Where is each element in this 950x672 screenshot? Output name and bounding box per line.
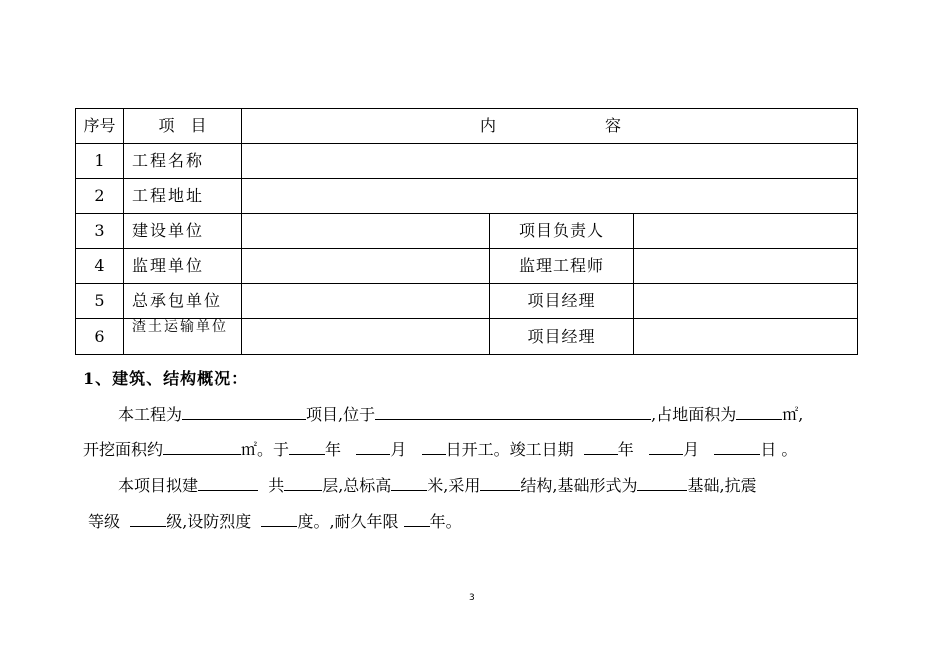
para-text: 层,总标高 [322,476,392,495]
row-label-value-field[interactable] [634,284,858,319]
header-content [242,109,858,144]
para-text: 开挖面积约 [83,440,164,459]
end-year-blank[interactable] [584,440,618,455]
location-blank[interactable] [375,405,651,420]
row-label-value-field[interactable] [634,319,858,355]
row-label: 监理工程师 [490,249,634,284]
para-text: 度。,耐久年限 [297,512,399,531]
para-text: 年 [325,440,342,459]
seismic-intensity-blank[interactable] [261,512,297,527]
para-text: 米,采用 [427,476,481,495]
row-value-field[interactable] [242,144,858,179]
para-text: 级,设防烈度 [166,512,252,531]
row-label-value-field[interactable] [634,249,858,284]
paragraph-1-line-1 [118,402,803,425]
row-no: 4 [76,249,124,284]
floors-blank[interactable] [284,476,322,491]
row-label: 项目负责人 [490,214,634,249]
row-no: 3 [76,214,124,249]
row-no: 2 [76,179,124,214]
row-value-field[interactable] [242,214,490,249]
para-text: ㎡。于 [241,440,290,459]
para-text: 年 [617,440,634,459]
row-value-field[interactable] [242,249,490,284]
row-item: 工程地址 [124,179,242,214]
end-day-blank[interactable] [714,440,760,455]
row-item: 监理单位 [124,249,242,284]
end-month-blank[interactable] [649,440,683,455]
row-value-field[interactable] [242,179,858,214]
row-item: 总承包单位 [124,284,242,319]
table-row [76,144,858,179]
row-label: 项目经理 [490,284,634,319]
header-content-right: 容 [605,116,622,136]
header-item: 项 目 [124,109,242,144]
start-month-blank[interactable] [356,440,390,455]
row-no: 6 [76,319,124,355]
table-row [76,319,858,355]
paragraph-2-line-1 [118,473,757,496]
table-header-row [76,109,858,144]
para-text: 项目,位于 [306,405,376,424]
row-no: 5 [76,284,124,319]
row-no: 1 [76,144,124,179]
row-value-field[interactable] [242,319,490,355]
para-text: 日 。 [760,440,798,459]
structure-type-blank[interactable] [480,476,520,491]
building-type-blank[interactable] [198,476,258,491]
table-row [76,214,858,249]
row-item: 工程名称 [124,144,242,179]
para-text: 日开工。竣工日期 [445,440,574,459]
para-text: 月 [683,440,700,459]
para-text: 本工程为 [118,405,183,424]
foundation-type-blank[interactable] [637,476,687,491]
row-item: 建设单位 [124,214,242,249]
durability-years-blank[interactable] [404,512,430,527]
start-year-blank[interactable] [289,440,325,455]
seismic-grade-blank[interactable] [130,512,166,527]
para-text: 结构,基础形式为 [520,476,638,495]
total-height-blank[interactable] [391,476,427,491]
table-row [76,179,858,214]
para-text: 等级 [88,512,121,531]
para-text: ㎡, [782,405,804,424]
land-area-blank[interactable] [736,405,782,420]
row-value-field[interactable] [242,284,490,319]
table-row [76,249,858,284]
paragraph-1-line-2 [83,437,797,460]
para-text: ,占地面积为 [651,405,737,424]
project-info-table [75,108,858,355]
project-name-blank[interactable] [182,405,306,420]
para-text: 本项目拟建 [118,476,199,495]
paragraph-2-line-2 [88,509,462,532]
start-day-blank[interactable] [422,440,446,455]
table-row [76,284,858,319]
row-label-value-field[interactable] [634,214,858,249]
para-text: 共 [268,476,285,495]
row-item: 渣土运输单位 [124,319,242,355]
para-text: 月 [390,440,407,459]
para-text: 年。 [429,512,462,531]
row-label: 项目经理 [490,319,634,355]
para-text: 基础,抗震 [687,476,757,495]
excavation-area-blank[interactable] [163,440,241,455]
page-number: 3 [469,593,475,603]
header-content-left: 内 [480,116,497,136]
header-no: 序号 [76,109,124,144]
section-title: 1、建筑、结构概况： [83,369,249,388]
